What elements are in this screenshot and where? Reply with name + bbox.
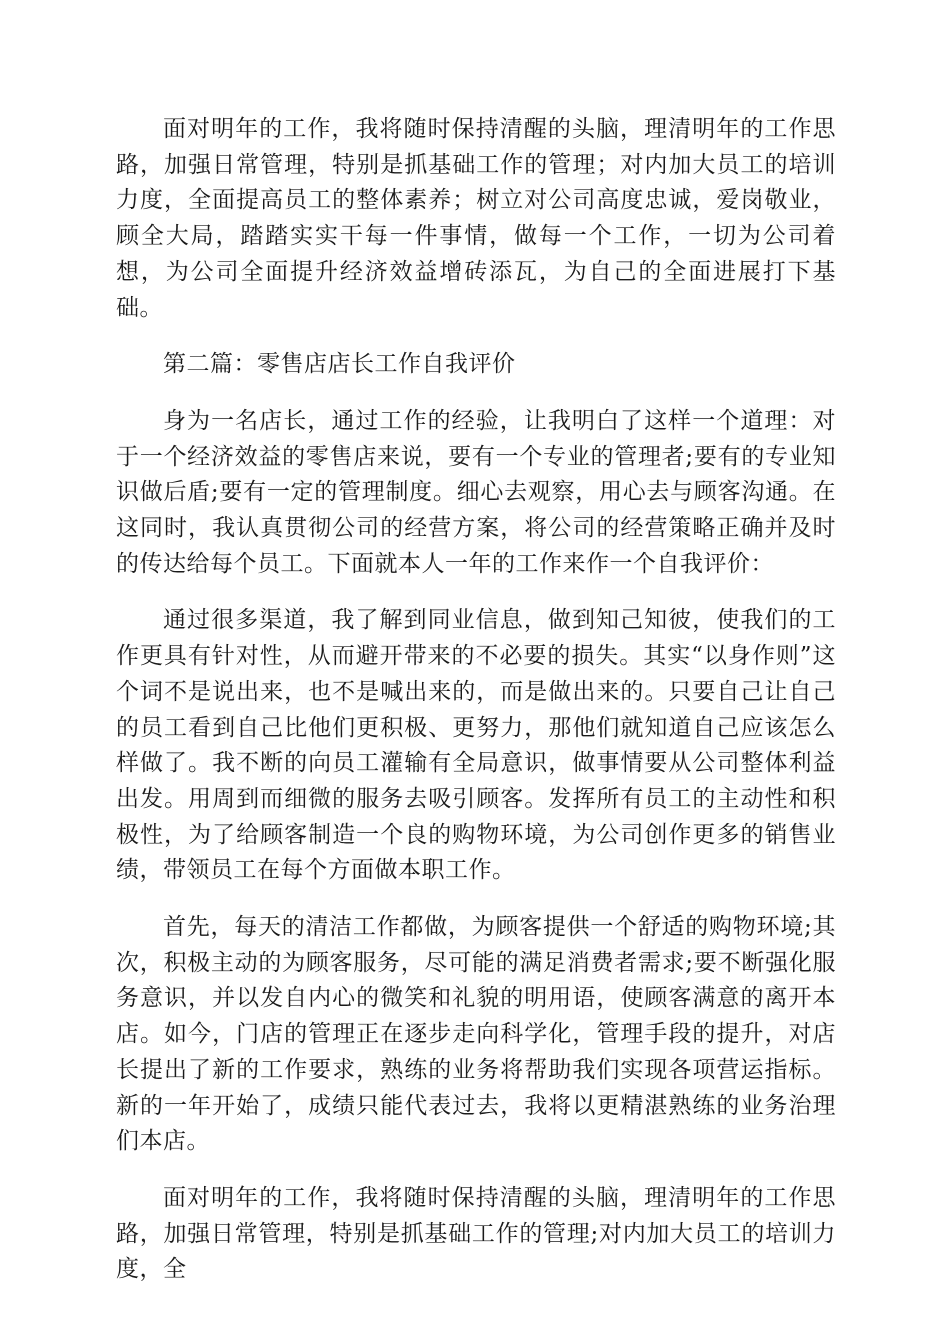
paragraph-plan-next-year: 面对明年的工作，我将随时保持清醒的头脑，理清明年的工作思路，加强日常管理，特别是抓基础工作的管理；对内加大员工的培训力度，全面提高员工的整体素养；树立对公司高度忠诚，爱岗敬业，顾全大局，踏踏实实干每一件事情，做每一个工作，一切为公司着想，为公司全面提升经济效益增砖添瓦，为自己的全面进展打下基础。 — [116, 116, 836, 321]
paragraph-plan-next-year-repeat: 面对明年的工作，我将随时保持清醒的头脑，理清明年的工作思路，加强日常管理，特别是抓基础工作的管理;对内加大员工的培训力度，全 — [116, 1184, 836, 1283]
paragraph-store-manager-intro: 身为一名店长，通过工作的经验，让我明白了这样一个道理：对于一个经济效益的零售店来说，要有一个专业的管理者;要有的专业知识做后盾;要有一定的管理制度。细心去观察，用心去与顾客沟通。在这同时，我认真贯彻公司的经营方案，将公司的经营策略正确并及时的传达给每个员工。下面就本人一年的工作来作一个自我评价： — [116, 407, 836, 577]
document-page — [116, 112, 836, 1309]
section-heading-part-two: 第二篇：零售店店长工作自我评价 — [163, 351, 516, 378]
paragraph-lead-by-example: 通过很多渠道，我了解到同业信息，做到知己知彼，使我们的工作更具有针对性，从而避开带来的不必要的损失。其实“以身作则”这个词不是说出来，也不是喊出来的，而是做出来的。只要自己让自己的员工看到自己比他们更积极、更努力，那他们就知道自己应该怎么样做了。我不断的向员工灌输有全局意识，做事情要从公司整体利益出发。用周到而细微的服务去吸引顾客。发挥所有员工的主动性和积极性，为了给顾客制造一个良的购物环境，为公司创作更多的销售业绩，带领员工在每个方面做本职工作。 — [116, 607, 836, 884]
paragraph-daily-work: 首先，每天的清洁工作都做，为顾客提供一个舒适的购物环境;其次，积极主动的为顾客服务，尽可能的满足消费者需求;要不断强化服务意识，并以发自内心的微笑和礼貌的明用语，使顾客满意的离开本店。如今，门店的管理正在逐步走向科学化，管理手段的提升，对店长提出了新的工作要求，熟练的业务将帮助我们实现各项营运指标。新的一年开始了，成绩只能代表过去，我将以更精湛熟练的业务治理们本店。 — [116, 914, 836, 1155]
